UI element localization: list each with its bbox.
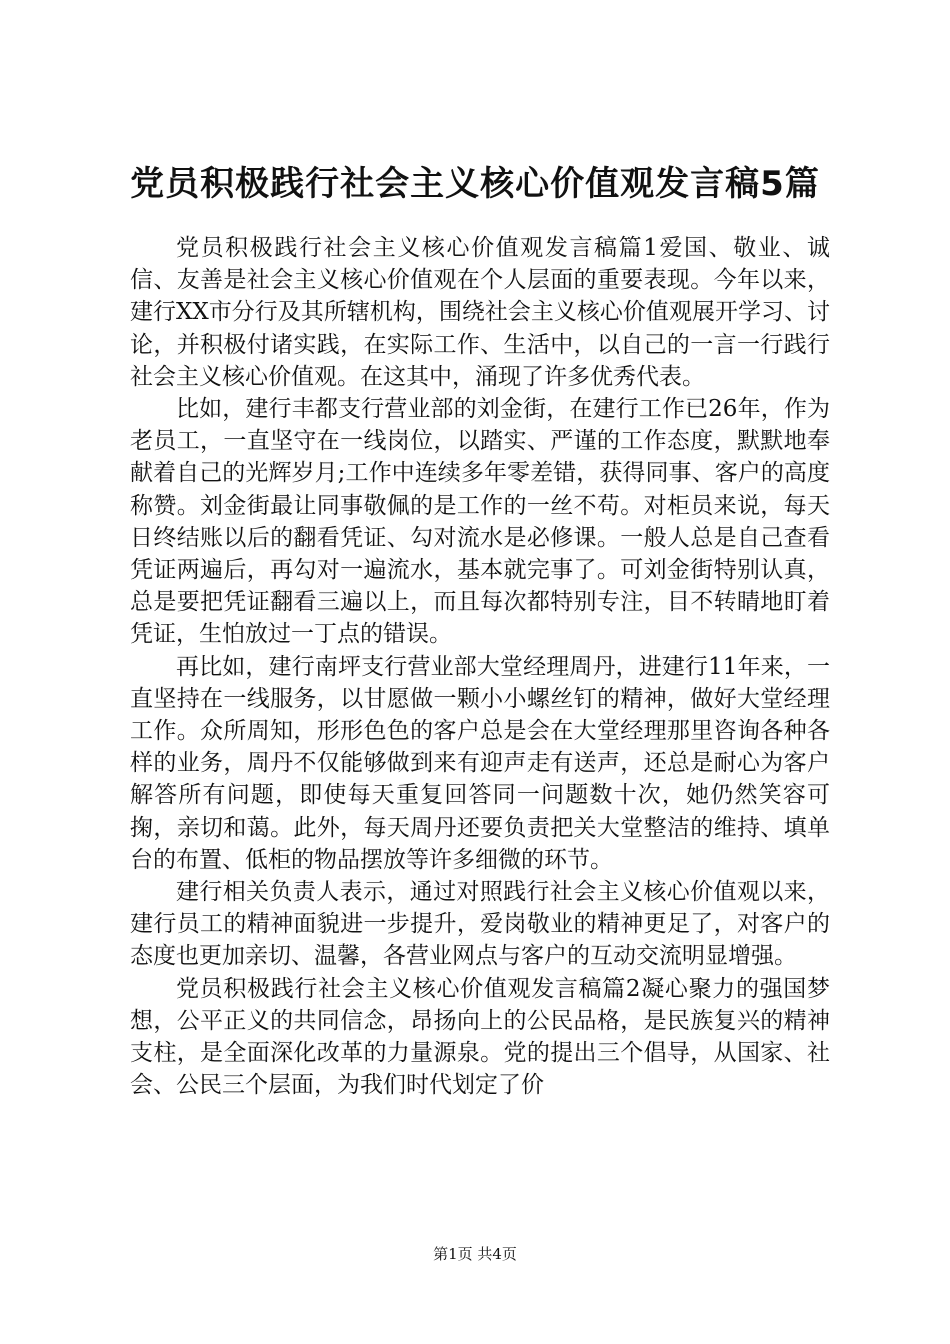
paragraph-3: 再比如，建行南坪支行营业部大堂经理周丹，进建行11年来，一直坚持在一线服务，以甘愿做一颗小小螺丝钉的精神，做好大堂经理工作。众所周知，形形色色的客户总是会在大堂经理那里咨询各种各样的业务，周丹不仅能够做到来有迎声走有送声，还总是耐心为客户解答所有问题，即使每天重复回答同一问题数十次，她仍然笑容可掬，亲切和蔼。此外，每天周丹还要负责把关大堂整洁的维持、填单台的布置、低柜的物品摆放等许多细微的环节。 [130, 653, 830, 873]
paragraph-2: 比如，建行丰都支行营业部的刘金街，在建行工作已26年，作为老员工，一直坚守在一线岗位，以踏实、严谨的工作态度，默默地奉献着自己的光辉岁月;工作中连续多年零差错，获得同事、客户的高度称赞。刘金街最让同事敬佩的是工作的一丝不苟。对柜员来说，每天日终结账以后的翻看凭证、勾对流水是必修课。一般人总是自己查看凭证两遍后，再勾对一遍流水，基本就完事了。可刘金街特别认真，总是要把凭证翻看三遍以上，而且每次都特别专注，目不转睛地盯着凭证，生怕放过一丁点的错误。 [130, 396, 830, 648]
paragraph-4: 建行相关负责人表示，通过对照践行社会主义核心价值观以来，建行员工的精神面貌进一步提升，爱岗敬业的精神更足了，对客户的态度也更加亲切、温馨，各营业网点与客户的互动交流明显增强。 [130, 879, 830, 970]
document-body [130, 232, 830, 1101]
document-title: 党员积极践行社会主义核心价值观发言稿5篇 [130, 164, 820, 204]
paragraph-5: 党员积极践行社会主义核心价值观发言稿篇2凝心聚力的强国梦想，公平正义的共同信念，昂扬向上的公民品格，是民族复兴的精神支柱，是全面深化改革的力量源泉。党的提出三个倡导，从国家、社会、公民三个层面，为我们时代划定了价 [130, 975, 830, 1099]
page-footer: 第1页 共4页 [433, 1245, 517, 1263]
paragraph-1: 党员积极践行社会主义核心价值观发言稿篇1爱国、敬业、诚信、友善是社会主义核心价值观在个人层面的重要表现。今年以来，建行XX市分行及其所辖机构，围绕社会主义核心价值观展开学习、讨论，并积极付诸实践，在实际工作、生活中，以自己的一言一行践行社会主义核心价值观。在这其中，涌现了许多优秀代表。 [130, 235, 830, 390]
